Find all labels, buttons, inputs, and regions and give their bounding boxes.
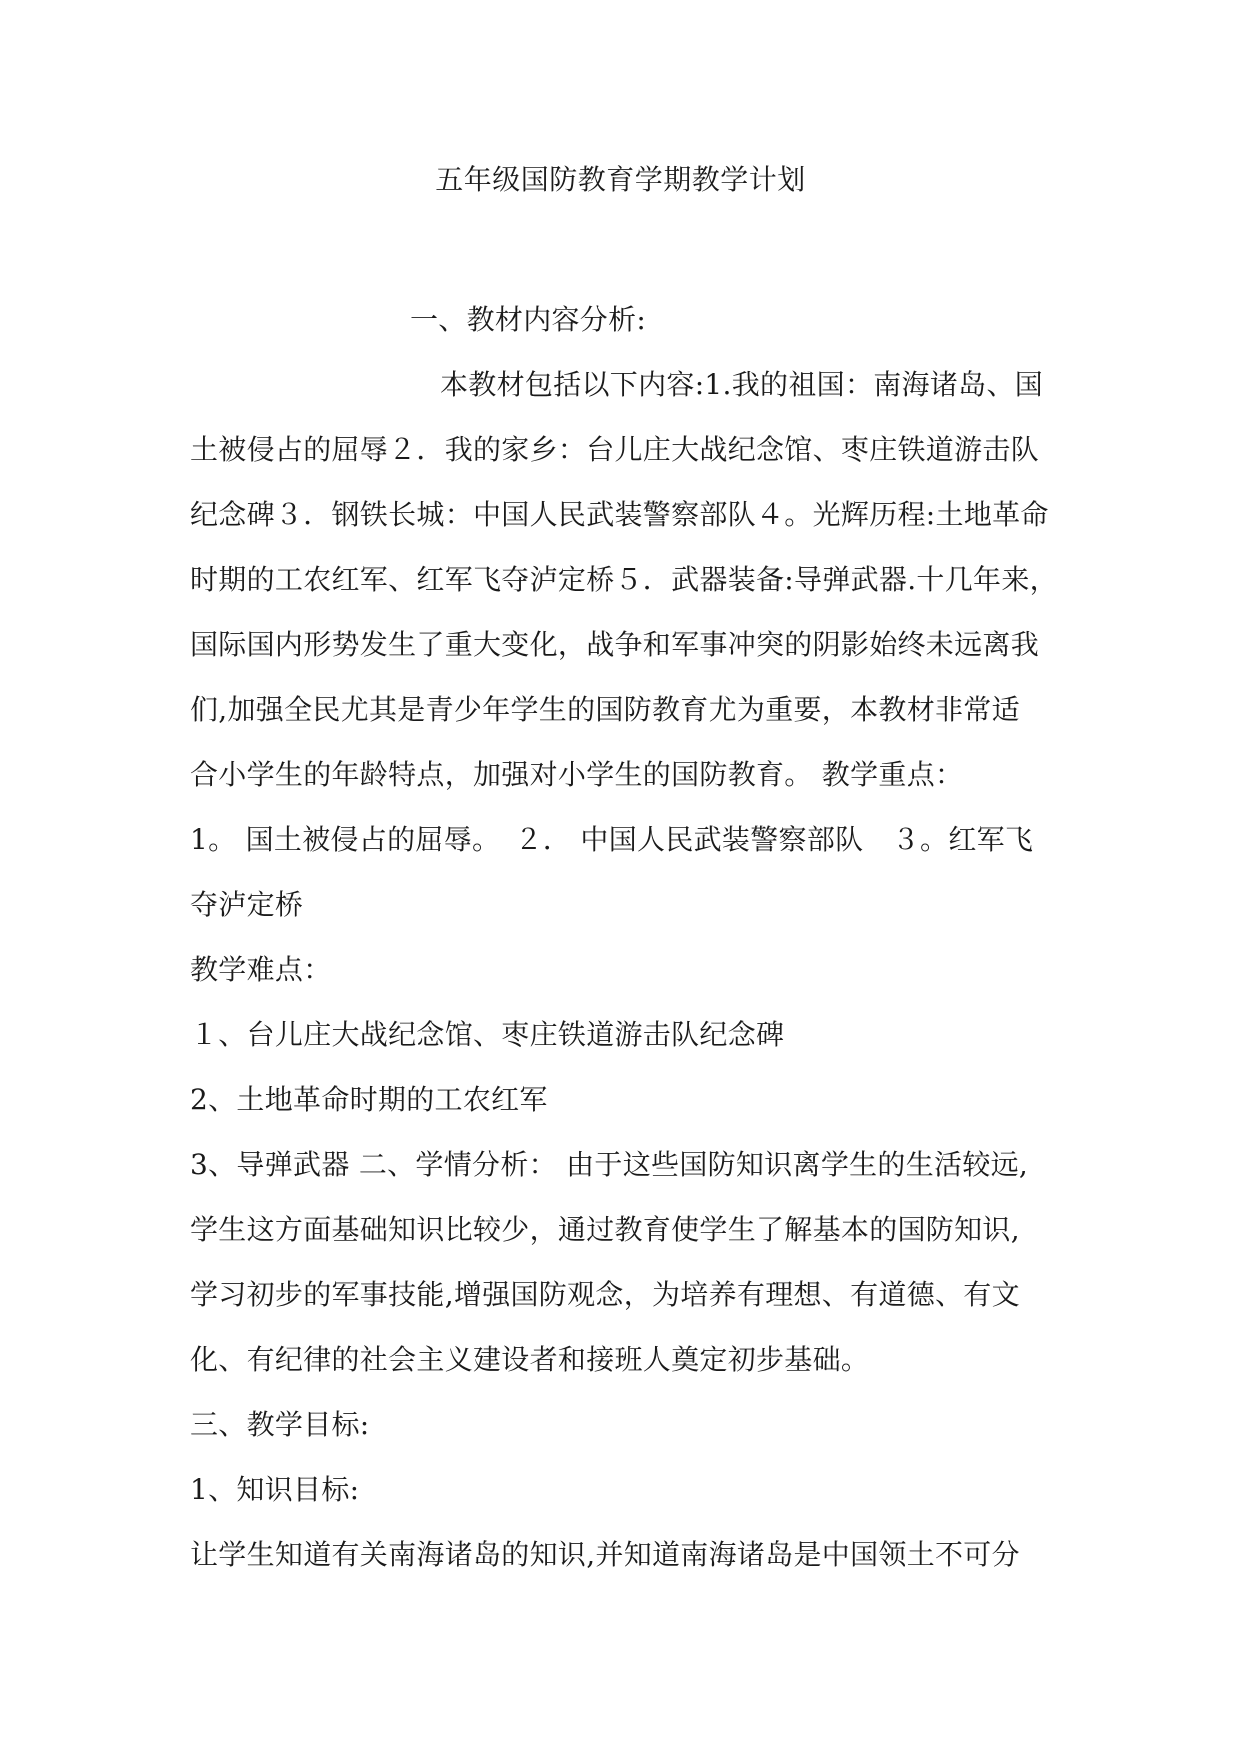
key-points-line: 1。 国土被侵占的屈辱。 ２． 中国人民武装警察部队 ３。红军飞 [190, 823, 1034, 856]
difficult-points-heading: 教学难点： [190, 953, 332, 986]
difficult-point-item: １、台儿庄大战纪念馆、枣庄铁道游击队纪念碑 [190, 1018, 785, 1051]
paragraph-line: 让学生知道有关南海诸岛的知识,并知道南海诸岛是中国领土不可分 [190, 1538, 1020, 1571]
paragraph-line: 土被侵占的屈辱２．我的家乡：台儿庄大战纪念馆、枣庄铁道游击队 [190, 433, 1040, 466]
paragraph-line: 化、有纪律的社会主义建设者和接班人奠定初步基础。 [190, 1343, 870, 1376]
section-heading-textbook-analysis: 一、教材内容分析: [410, 303, 647, 336]
paragraph-line: 学习初步的军事技能,增强国防观念，为培养有理想、有道德、有文 [190, 1278, 1020, 1311]
paragraph-line: 纪念碑３．钢铁长城：中国人民武装警察部队４。光辉历程:土地革命 [190, 498, 1049, 531]
paragraph-line: 国际国内形势发生了重大变化，战争和军事冲突的阴影始终未远离我 [190, 628, 1040, 661]
paragraph-line: 学生这方面基础知识比较少，通过教育使学生了解基本的国防知识, [190, 1213, 1020, 1246]
difficult-point-item: 2、土地革命时期的工农红军 [190, 1083, 548, 1116]
paragraph-line: 时期的工农红军、红军飞夺泸定桥５．武器装备:导弹武器.十几年来， [190, 563, 1058, 596]
paragraph-line: 合小学生的年龄特点，加强对小学生的国防教育。 教学重点： [190, 758, 964, 791]
paragraph-line: 本教材包括以下内容:1.我的祖国：南海诸岛、国 [440, 368, 1044, 401]
section-heading-teaching-goals: 三、教学目标: [190, 1408, 370, 1441]
key-points-line: 夺泸定桥 [190, 888, 304, 921]
paragraph-line: 们,加强全民尤其是青少年学生的国防教育尤为重要，本教材非常适 [190, 693, 1020, 726]
document-title: 五年级国防教育学期教学计划 [435, 163, 806, 196]
paragraph-line: 3、导弹武器 二、学情分析： 由于这些国防知识离学生的生活较远, [190, 1148, 1029, 1181]
subsection-heading-knowledge-goals: 1、知识目标: [190, 1473, 360, 1506]
